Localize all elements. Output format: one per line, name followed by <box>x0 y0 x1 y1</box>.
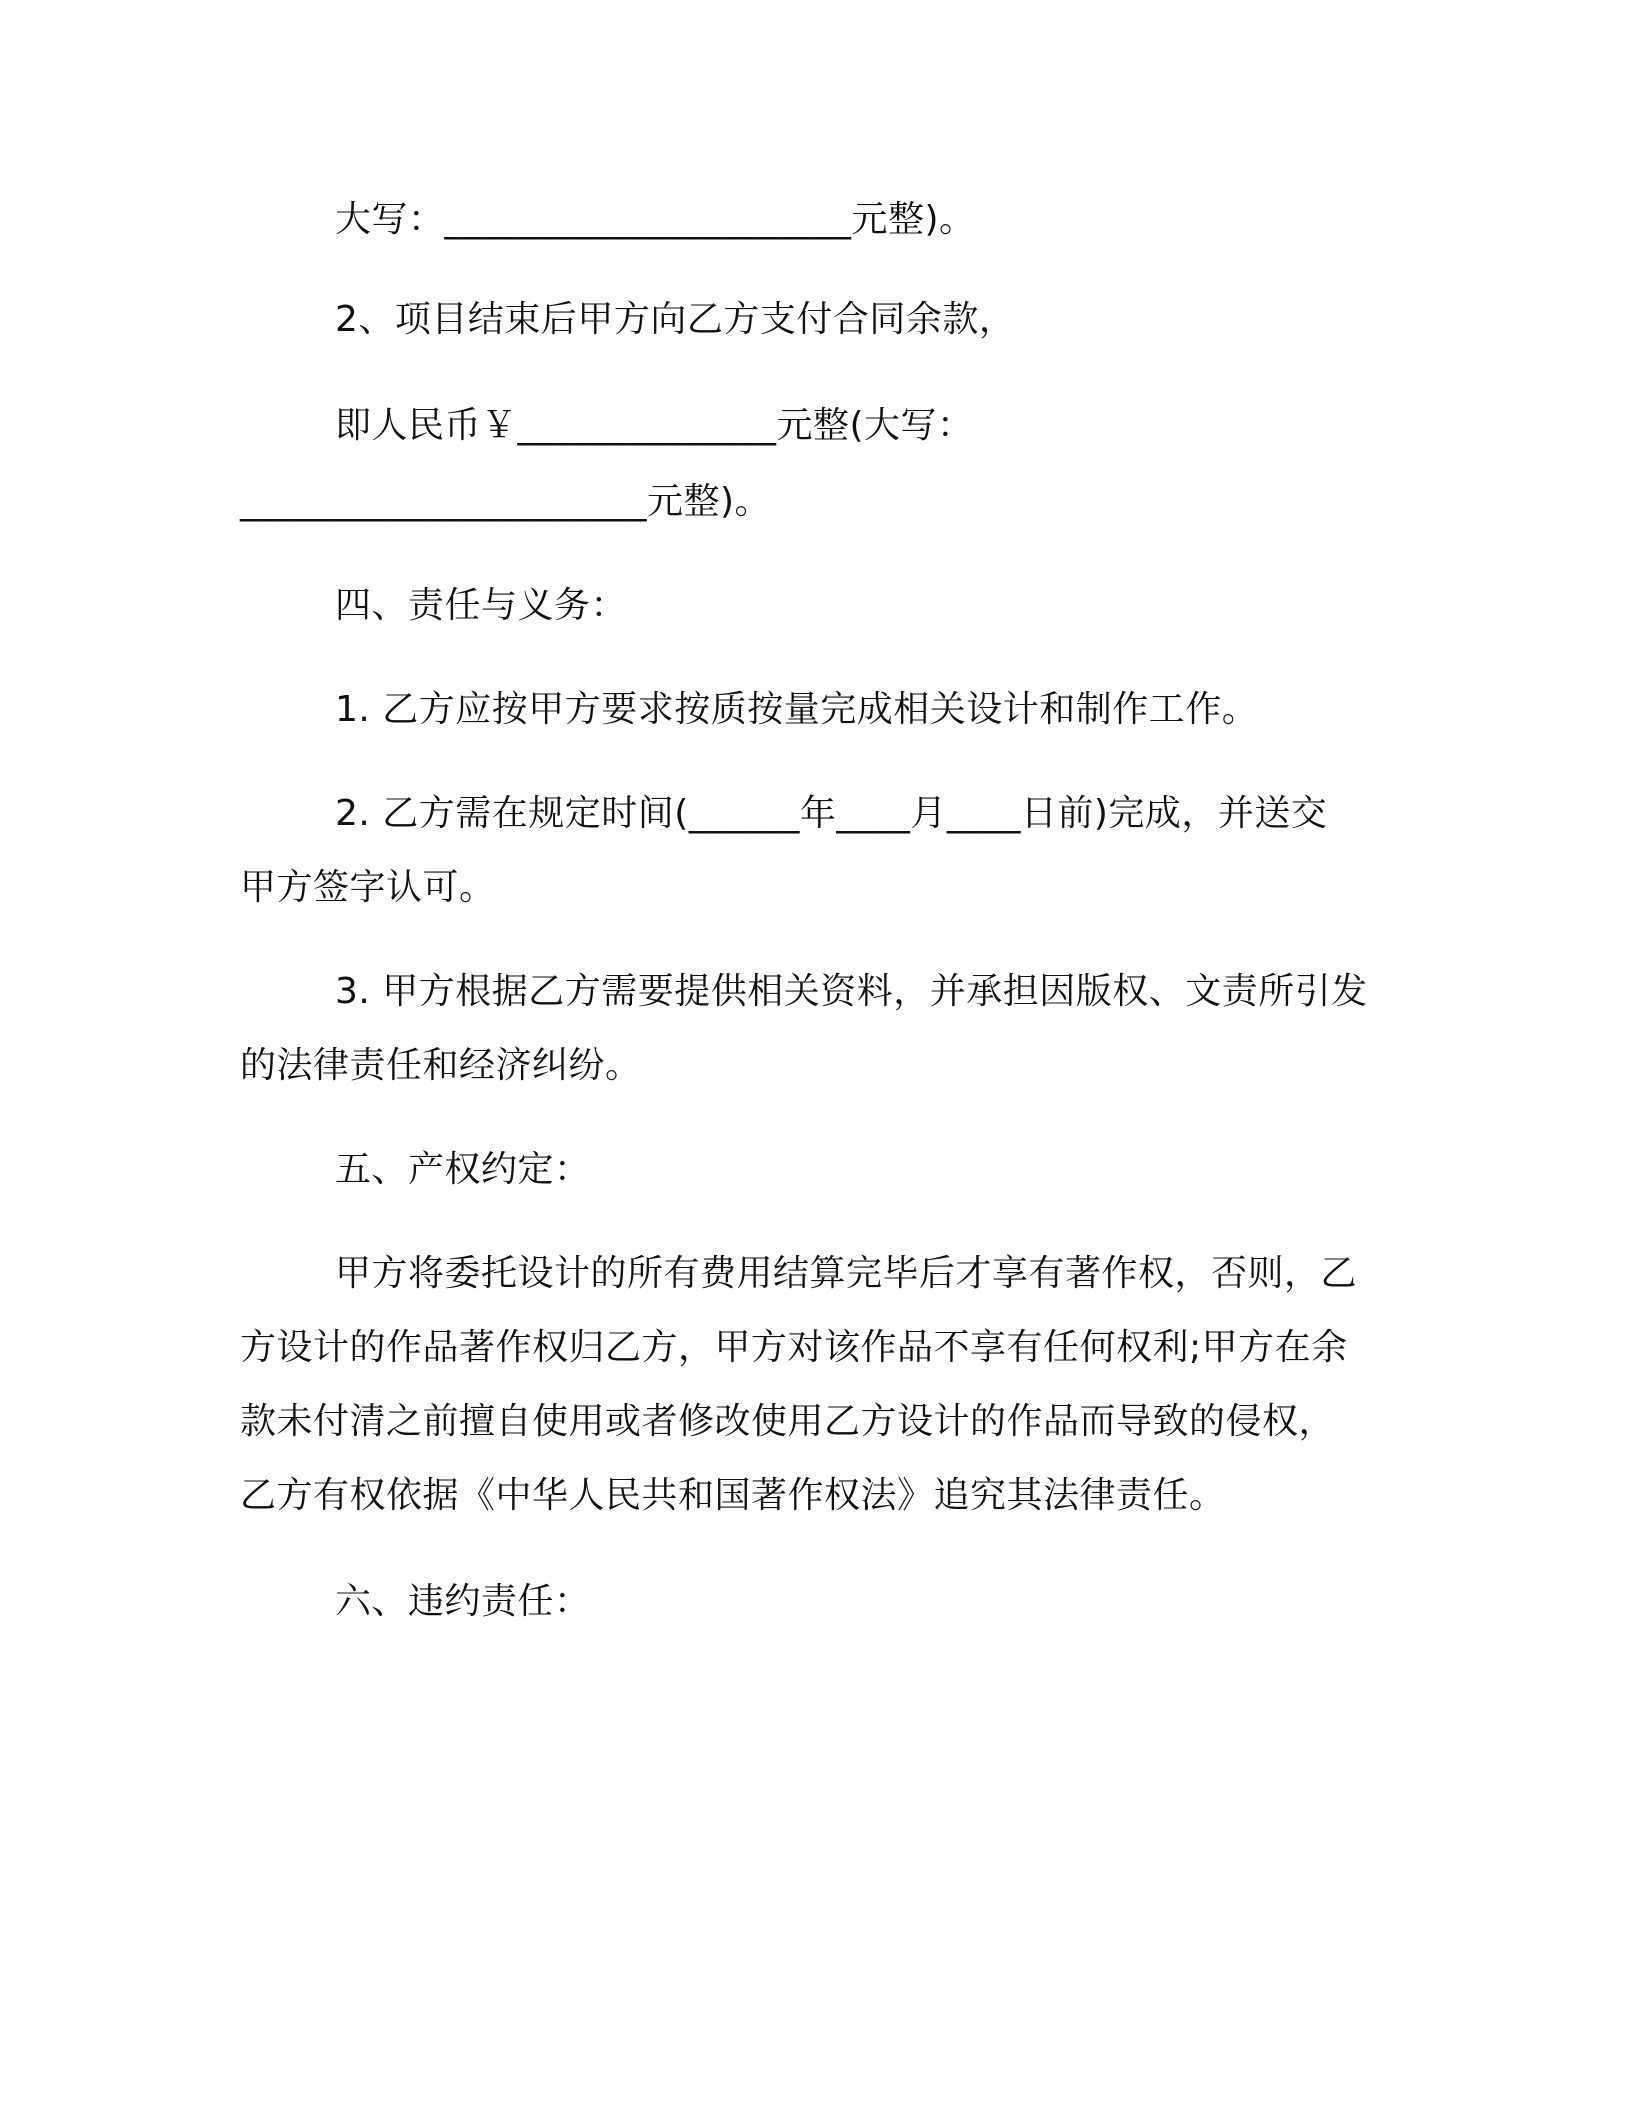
copyright-paragraph-line-1: 甲方将委托设计的所有费用结算完毕后才享有著作权，否则，乙 <box>335 1253 1358 1294</box>
section-5-heading: 五、产权约定： <box>335 1149 591 1190</box>
copyright-paragraph-line-3: 款未付清之前擅自使用或者修改使用乙方设计的作品而导致的侵权， <box>240 1401 1336 1442</box>
duty-1: 1. 乙方应按甲方要求按质按量完成相关设计和制作工作。 <box>335 689 1259 730</box>
duty-2-line-2: 甲方签字认可。 <box>240 867 496 908</box>
duty-2-line-1: 2. 乙方需在规定时间(______年____月____日前)完成，并送交 <box>335 793 1328 834</box>
capital-amount-line-1: 大写：______________________元整)。 <box>335 199 976 240</box>
duty-3-line-1: 3. 甲方根据乙方需要提供相关资料，并承担因版权、文责所引发 <box>335 971 1368 1012</box>
duty-3-line-2: 的法律责任和经济纠纷。 <box>240 1045 642 1086</box>
section-4-heading: 四、责任与义务： <box>335 585 628 626</box>
rmb-amount-line: 即人民币￥______________元整(大写： <box>335 405 974 446</box>
capital-amount-line-2: ______________________元整)。 <box>240 481 772 522</box>
copyright-paragraph-line-4: 乙方有权依据《中华人民共和国著作权法》追究其法律责任。 <box>240 1475 1226 1516</box>
copyright-paragraph-line-2: 方设计的作品著作权归乙方，甲方对该作品不享有任何权利;甲方在余 <box>240 1327 1348 1368</box>
clause-2-final-payment: 2、项目结束后甲方向乙方支付合同余款， <box>335 299 1016 340</box>
section-6-heading: 六、违约责任： <box>335 1581 591 1622</box>
